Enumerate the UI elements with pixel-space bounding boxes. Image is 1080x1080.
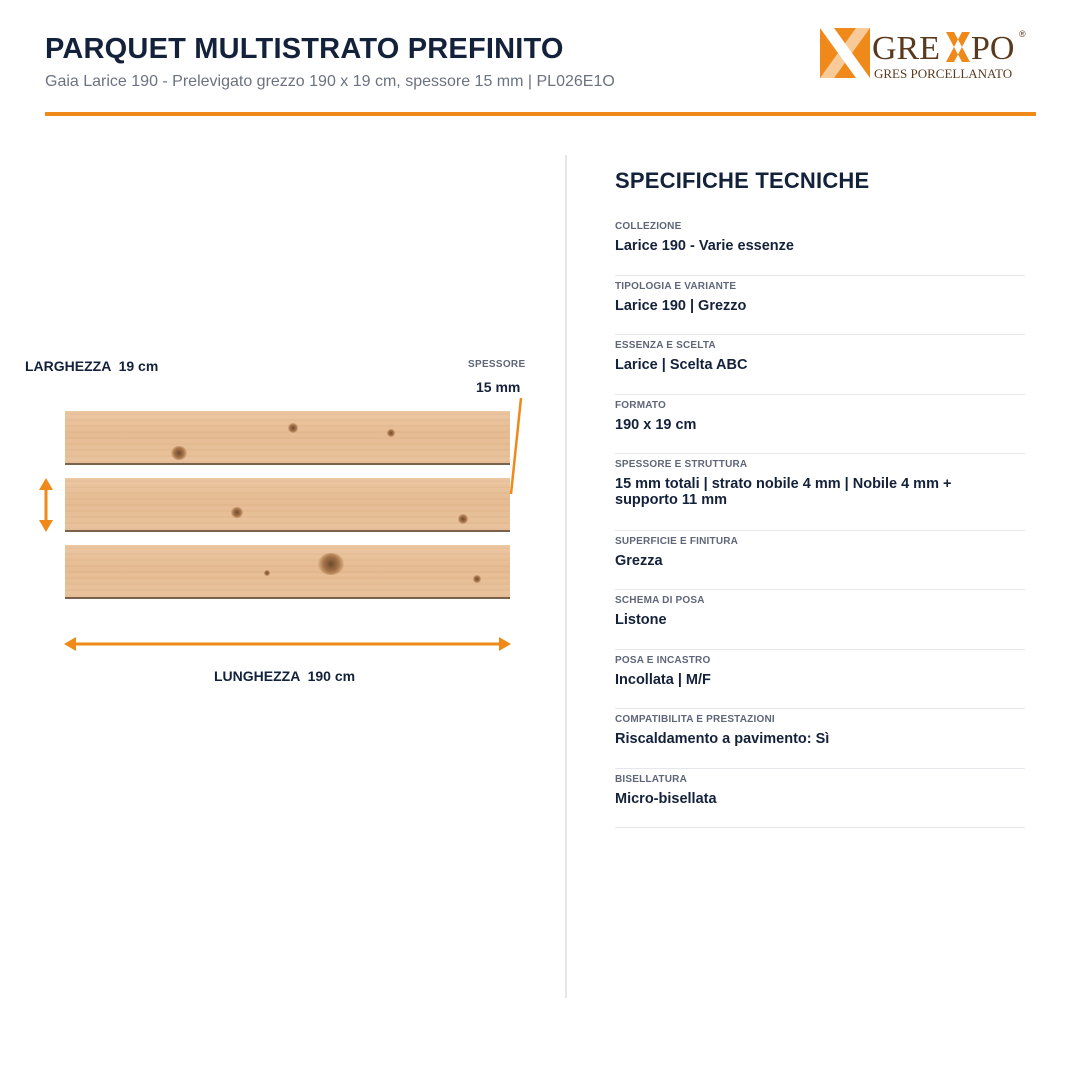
spec-row-posa	[615, 650, 1025, 710]
spec-label: SPESSORE E STRUTTURA	[615, 459, 748, 470]
spec-label: FORMATO	[615, 399, 667, 411]
spec-label: BISELLATURA	[615, 773, 688, 785]
spec-label: POSA E INCASTRO	[615, 654, 711, 666]
spec-value: 190 x 19 cm	[615, 416, 697, 433]
registered-mark: ®	[1019, 29, 1026, 39]
width-arrow-icon	[39, 478, 53, 532]
spec-value: Larice 190 - Varie essenze	[615, 238, 794, 254]
page-subtitle: Gaia Larice 190 - Prelevigato grezzo 190 x 19 cm, spessore 15 mm | PL026E1O	[45, 73, 615, 90]
spec-label: ESSENZA E SCELTA	[615, 340, 716, 351]
spec-row-formato	[615, 395, 1025, 455]
brand-name-part2: PO	[971, 30, 1015, 67]
spec-row-bisellatura	[615, 769, 1025, 829]
spec-row-superficie	[615, 531, 1025, 591]
brand-tagline: GRES PORCELLANATO	[874, 66, 1013, 81]
length-arrow-icon	[64, 637, 511, 651]
specs-title: SPECIFICHE TECNICHE	[615, 168, 870, 193]
spec-row-tipologia	[615, 276, 1025, 336]
specs-list	[615, 216, 1025, 828]
spec-value: Larice | Scelta ABC	[615, 357, 748, 373]
spec-value: Micro-bisellata	[615, 790, 717, 807]
spec-label: COMPATIBILITA E PRESTAZIONI	[615, 714, 775, 725]
width-label: LARGHEZZA 19 cm	[25, 358, 159, 374]
brand-name-part1: GRE	[872, 30, 940, 67]
thickness-leader-line	[511, 398, 521, 494]
spec-row-schema	[615, 590, 1025, 650]
spec-row-collezione	[615, 216, 1025, 276]
spec-label: SCHEMA DI POSA	[615, 595, 705, 606]
spec-value: Listone	[615, 612, 667, 628]
spec-value: Grezza	[615, 552, 663, 569]
thickness-value: 15 mm	[476, 379, 521, 395]
spec-row-spessore	[615, 454, 1025, 531]
page-title: PARQUET MULTISTRATO PREFINITO	[45, 33, 564, 65]
spec-row-compatibilita	[615, 709, 1025, 769]
spec-label: COLLEZIONE	[615, 221, 682, 232]
spec-value: 15 mm totali | strato nobile 4 mm | Nobile 4 mm + supporto 11 mm	[615, 476, 952, 508]
spec-label: SUPERFICIE E FINITURA	[615, 535, 739, 547]
spec-value: Riscaldamento a pavimento: Sì	[615, 731, 830, 747]
spec-row-essenza	[615, 335, 1025, 395]
spec-label: TIPOLOGIA E VARIANTE	[615, 280, 737, 292]
spec-value: Incollata | M/F	[615, 671, 711, 688]
length-label: LUNGHEZZA 190 cm	[214, 668, 356, 684]
thickness-caption: SPESSORE	[468, 359, 526, 370]
spec-value: Larice 190 | Grezzo	[615, 297, 747, 314]
